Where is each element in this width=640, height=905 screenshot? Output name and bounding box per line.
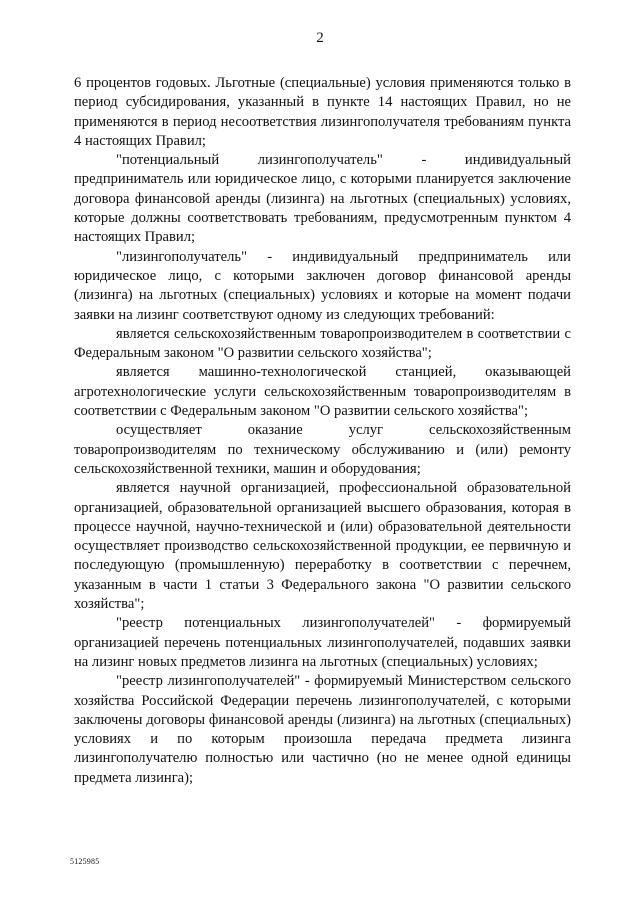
paragraph-requirement-maintenance: осуществляет оказание услуг сельскохозяйственным товаропроизводителям по техническому обслуживанию и (или) ремонту сельскохозяйственной техники, машин и оборудования;	[74, 422, 571, 477]
paragraph-definition-lessee-registry: "реестр лизингополучателей" - формируемый Министерством сельского хозяйства Российской Федерации перечень лизингополучателей, с которыми заключены договоры финансовой аренды (лизинга) на льготных (специальных) условиях и по которым произошла передача предмета лизинга лизингополучателю полностью или частично (но не менее одной единицы предмета лизинга);	[74, 673, 571, 786]
paragraph-requirement-science-org: является научной организацией, профессиональной образовательной организацией, образовательной организацией высшего образования, которая в процессе научной, научно-технической и (или) образовательной деятельности осуществляет производство сельскохозяйственной продукции, ее первичную и последующую (промышленную) переработку в соответствии с перечнем, указанным в части 1 статьи 3 Федерального закона "О развитии сельского хозяйства";	[74, 480, 571, 613]
paragraph-definition-potential-lessee: "потенциальный лизингополучатель" - индивидуальный предприниматель или юридическое лицо, с которыми планируется заключение договора финансовой аренды (лизинга) на льготных (специальных) условиях, которые должны соответствовать требованиям, предусмотренным пунктом 4 настоящих Правил;	[74, 152, 571, 246]
paragraph-continuation: 6 процентов годовых. Льготные (специальные) условия применяются только в период субсидирования, указанный в пункте 14 настоящих Правил, но не применяются в период несоответствия лизингополучателя требованиям пункта 4 настоящих Правил;	[74, 75, 571, 149]
paragraph-definition-lessee: "лизингополучатель" - индивидуальный предприниматель или юридическое лицо, с которыми заключен договор финансовой аренды (лизинга) на льготных (специальных) условиях и которые на момент подачи заявки на лизинг соответствуют одному из следующих требований:	[74, 248, 571, 323]
paragraph-definition-potential-registry: "реестр потенциальных лизингополучателей" - формируемый организацией перечень потенциальных лизингополучателей, подавших заявки на лизинг новых предметов лизинга на льготных (специальных) условиях;	[74, 615, 571, 670]
page-number: 2	[316, 30, 324, 46]
document-body	[74, 74, 571, 788]
paragraph-requirement-agri-producer: является сельскохозяйственным товаропроизводителем в соответствии с Федеральным законом "О развитии сельского хозяйства";	[74, 325, 571, 362]
paragraph-requirement-machine-station: является машинно-технологической станцией, оказывающей агротехнологические услуги сельскохозяйственным товаропроизводителям в соответствии с Федеральным законом "О развитии сельского хозяйства";	[74, 364, 571, 420]
document-code: 5125985	[70, 857, 100, 866]
